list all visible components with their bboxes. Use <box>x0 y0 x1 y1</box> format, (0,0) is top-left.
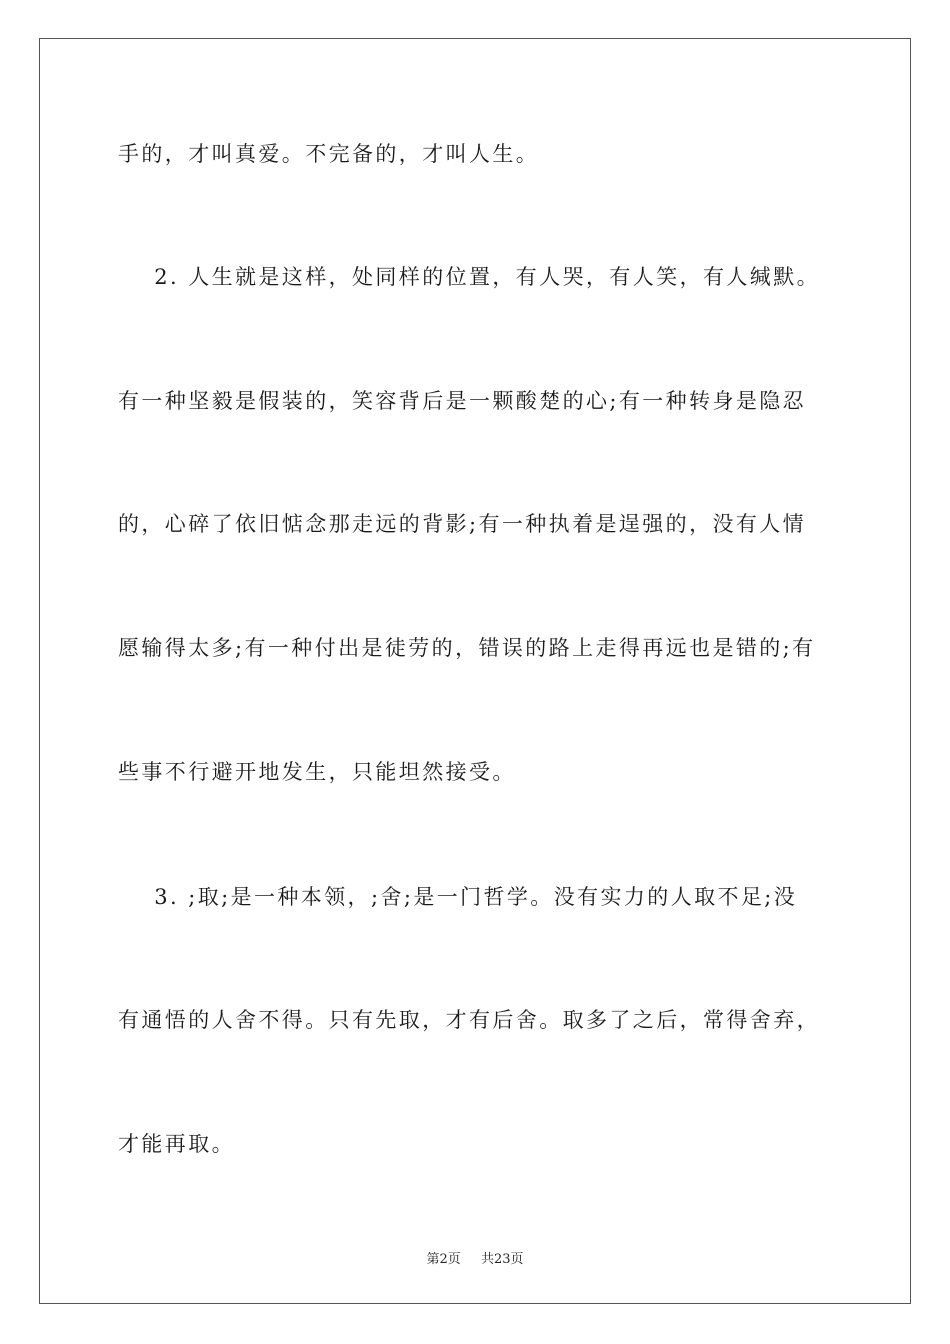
text-line: 些事不行避开地发生，只能坦然接受。 <box>118 760 516 784</box>
text-line: 2. 人生就是这样，处同样的位置，有人哭，有人笑，有人缄默。 <box>118 265 821 289</box>
text-line: 有通悟的人舍不得。只有先取，才有后舍。取多了之后，常得舍弃， <box>118 1008 820 1032</box>
text-line: 才能再取。 <box>118 1132 235 1156</box>
text-line: 有一种坚毅是假装的，笑容背后是一颗酸楚的心;有一种转身是隐忍 <box>118 389 807 413</box>
page-border <box>39 38 911 1304</box>
page-number: 第2页 <box>426 1252 461 1267</box>
page-footer <box>0 1248 950 1267</box>
page-total: 共23页 <box>480 1252 524 1267</box>
text-line: 手的，才叫真爱。不完备的，才叫人生。 <box>118 142 540 166</box>
text-line: 的，心碎了依旧惦念那走远的背影;有一种执着是逞强的，没有人情 <box>118 512 807 536</box>
text-line: 愿输得太多;有一种付出是徒劳的，错误的路上走得再远也是错的;有 <box>118 636 816 660</box>
text-line: 3. ;取;是一种本领，;舍;是一门哲学。没有实力的人取不足;没 <box>118 885 798 909</box>
